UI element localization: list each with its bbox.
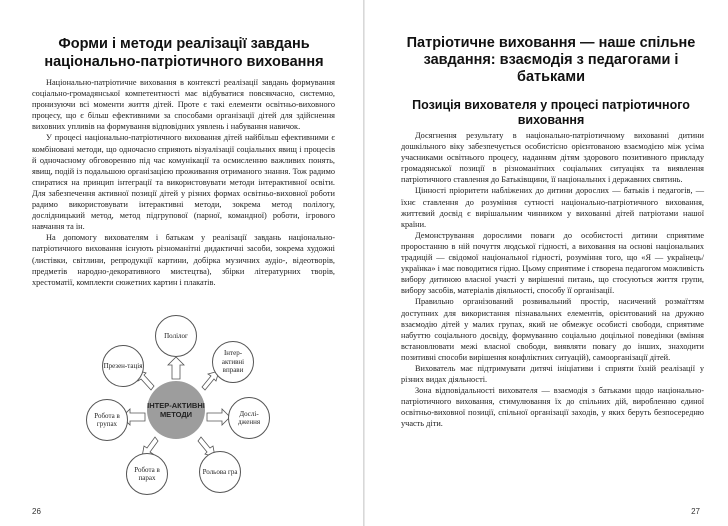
right-page bbox=[365, 0, 728, 526]
right-paragraph-5: Вихователь має підтримувати дитячі ініціативи і сприяти їхній реалізації у різних видах діяльності. bbox=[401, 363, 704, 385]
right-page-number: 27 bbox=[691, 507, 700, 516]
left-paragraph-1: Національно-патріотичне виховання в контексті реалізації завдань формування соціально-громадянської компетентності має відбуватися повсякчасно, системно, пронизуючи всі моменти життя дітей. Проте є такі елементи освітньо-виховного процесу, що є більш ефективними за способами організації дітей для здійснення виховних упливів на формування відповідних уявлень і набування навичок. bbox=[32, 78, 335, 132]
left-page-number: 26 bbox=[32, 507, 41, 516]
diagram-center: ІНТЕР-АКТИВНІ МЕТОДИ bbox=[147, 381, 205, 439]
right-paragraph-6: Зона відповідальності вихователя — взаємодія з батьками щодо національно-патріотичного виховання, стимулювання їх до спільних дій, виробленню єдиної освітньо-виховної позиції, спільної організації заходів, у яких беруть безпосередню участь діти. bbox=[401, 386, 704, 429]
right-paragraph-4: Правильно організований розвивальний простір, насичений розмаїттям доступних для використання пізнавальних елементів, орієнтований на дружню взаємодію дітей у малих групах, який не обмежує особисті свободи, сприятиме набуттю соціального досвіду, формуванню соціально доцільної поведінки (вміння встановлювати межі власної свободи, виявляти повагу до інших, знаходити позитивні способи вирішення конфліктних ситуацій), самоорганізації дітей. bbox=[401, 297, 704, 362]
right-page-subtitle: Позиція вихователя у процесі патріотичного виховання bbox=[412, 98, 690, 127]
node-interactive-exercises: Інтер-активні вправи bbox=[212, 341, 254, 383]
left-paragraph-3: На допомогу вихователям і батькам у реалізації завдань національно-патріотичного виховання існують різноманітні дидактичні засоби, зокрема художні (листівки, світлини, репродукції картини, добірка музичних аудіо-, відеотворів, предметів народно-декоративного мистецтва), збірки літературних творів, хрестоматії, комплекти сюжетних картин і плакатів. bbox=[32, 233, 335, 287]
node-role-play: Рольова гра bbox=[199, 451, 241, 493]
right-paragraph-1: Досягнення результату в національно-патріотичному вихованні дитини дошкільного віку забезпечується особистісно орієнтованою взаємодією між усіма учасниками освітнього процесу, наданням дітям здорового позитивного прикладу громадянської позиції в різноманітних соціальних ситуаціях та виявлення патріотичного ставлення до Батьківщини, її національних і державних святинь. bbox=[401, 131, 704, 185]
node-pairs: Робота в парах bbox=[126, 453, 168, 495]
right-paragraph-3: Демонстрування дорослими поваги до особистості дитини сприятиме проростанню в ній почуття людської гідності, а виховання на основі національних традицій — свідомої національної гідності, розуміння того, що «Я — українець/українка» і має поводитися гідно. Цьому сприятиме і створена педагогом можливість вибору дитиною власної участі у вирішенні питань, що стосуються життя групи, вибору засобів, матеріалів діяльності, способу її організації. bbox=[401, 230, 704, 296]
right-page-title: Патріотичне виховання — наше спільне завдання: взаємодія з педагогами і батьками bbox=[406, 35, 696, 85]
arrow-research bbox=[207, 409, 230, 425]
interactive-methods-diagram bbox=[82, 313, 272, 509]
node-polilog: Полілог bbox=[155, 315, 197, 357]
left-paragraph-2: У процесі національно-патріотичного виховання дітей найбільш ефективними є комбіновані методи, що одночасно сприяють візуалізації соціальних явищ і процесів й одночасному обговоренню під час комунікації та осмисленню важливих понять, явищ, подій із подальшою організацією проживання отриманого знання. Тож радимо спиратися на принцип інтеграції та використовувати методи інтерактивної освіти. Для забезпечення активної позиції дітей у різних формах освітньо-виховної роботи радимо використовувати інтерактивні методи, зокрема метод полілогу, дослідницький метод, метод підгрупової (парної, командної) роботи, ігрового навчання та ін. bbox=[32, 133, 335, 232]
node-presentation: Презен-тація bbox=[102, 345, 144, 387]
node-research: Дослі-дження bbox=[228, 397, 270, 439]
left-page-body bbox=[32, 77, 335, 288]
right-paragraph-2: Цінності пріоритети набліжених до дитини дорослих — батьків і педагогів, — їхнє ставлення до розуміння сутності національно-патріотичного виховання, життєвий досвід є вирішальним чинником у вихованні дітей патріотами нашої країни. bbox=[401, 186, 704, 229]
left-page-title: Форми і методи реалізації завдань національно-патріотичного виховання bbox=[44, 36, 324, 70]
left-page bbox=[0, 0, 363, 526]
arrow-polilog bbox=[168, 357, 184, 379]
node-groups: Робота в групах bbox=[86, 399, 128, 441]
right-page-body bbox=[401, 130, 704, 430]
